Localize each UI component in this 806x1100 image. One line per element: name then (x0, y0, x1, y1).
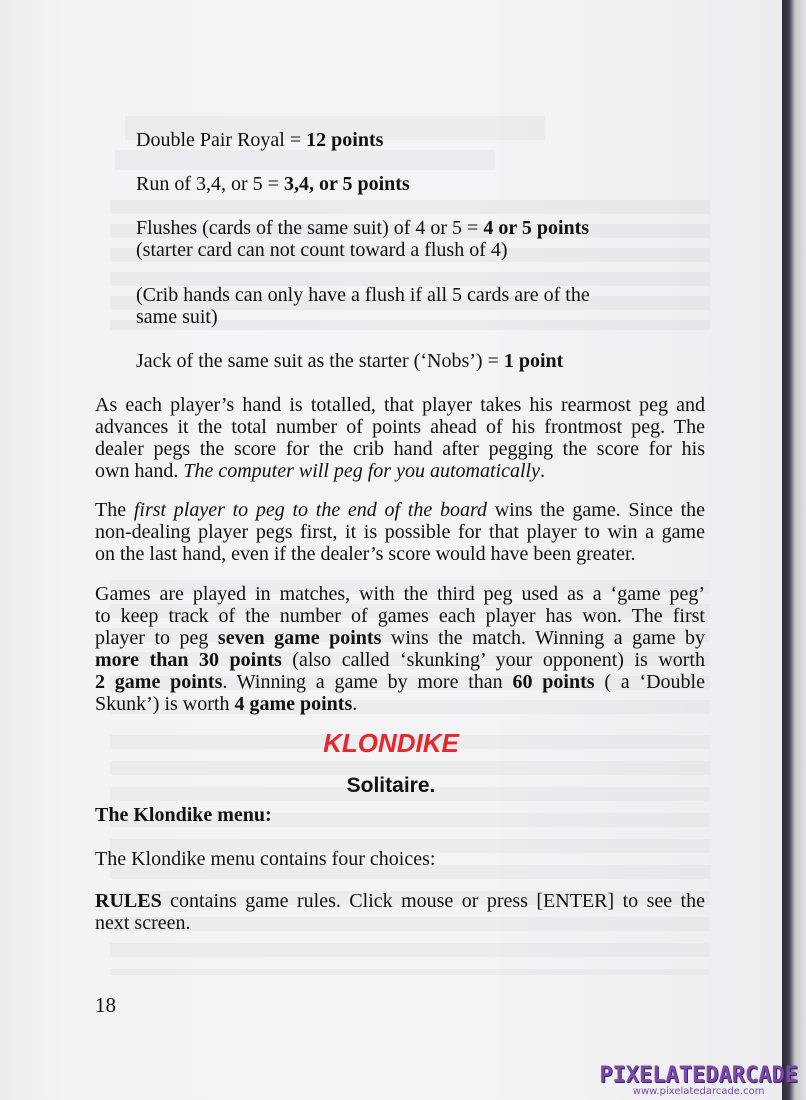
watermark-logo: PIXELATEDARCADE (599, 1063, 798, 1088)
double-pair-royal-line: Double Pair Royal = 12 points (136, 129, 384, 151)
paragraph1-line-1: As each player’s hand is totalled, that player takes his rearmost peg and (95, 394, 705, 416)
paragraph3-line-2: to keep track of the number of games each player has won. The first (95, 605, 705, 627)
paragraph3-line-3: player to peg seven game points wins the match. Winning a game by (95, 627, 705, 649)
flushes-note: (starter card can not count toward a flush of 4) (136, 239, 508, 261)
nobs-line: Jack of the same suit as the starter (‘Nobs’) = 1 point (136, 350, 564, 372)
paragraph3-line-4: more than 30 points (also called ‘skunking’ your opponent) is worth (95, 649, 705, 671)
paragraph3-line-1: Games are played in matches, with the third peg used as a ‘game peg’ (95, 583, 705, 605)
flushes-line: Flushes (cards of the same suit) of 4 or 5 = 4 or 5 points (136, 217, 590, 239)
solitaire-subtitle: Solitaire. (346, 774, 436, 797)
paragraph1-line-3: dealer pegs the score for the crib hand after pegging the score for his (95, 438, 705, 460)
paragraph1-line-2: advances it the total number of points ahead of his frontmost peg. The (95, 416, 705, 438)
rules-line-1: RULES contains game rules. Click mouse or press [ENTER] to see the (95, 890, 705, 912)
paragraph2-line-2: non-dealing player pegs first, it is possible for that player to win a game (95, 521, 705, 543)
page-number: 18 (95, 993, 116, 1017)
rules-line-2: next screen. (95, 912, 191, 934)
paragraph1-line-4: own hand. The computer will peg for you automatically. (95, 460, 545, 482)
klondike-menu-intro: The Klondike menu contains four choices: (95, 848, 436, 870)
run-line: Run of 3,4, or 5 = 3,4, or 5 points (136, 173, 410, 195)
paragraph2-line-3: on the last hand, even if the dealer’s score would have been greater. (95, 543, 636, 565)
watermark (599, 1063, 798, 1097)
paragraph3-line-6: Skunk’) is worth 4 game points. (95, 693, 358, 715)
paragraph3-line-5: 2 game points. Winning a game by more than 60 points ( a ‘Double (95, 671, 705, 693)
watermark-url: www.pixelatedarcade.com (632, 1086, 765, 1097)
crib-note-line-1: (Crib hands can only have a flush if all 5 cards are of the (136, 284, 590, 306)
paragraph2-line-1: The first player to peg to the end of the board wins the game. Since the (95, 499, 706, 521)
page-edge (782, 0, 806, 1100)
crib-note-line-2: same suit) (136, 306, 218, 328)
klondike-menu-heading: The Klondike menu: (95, 804, 272, 826)
klondike-title: KLONDIKE (323, 728, 459, 758)
